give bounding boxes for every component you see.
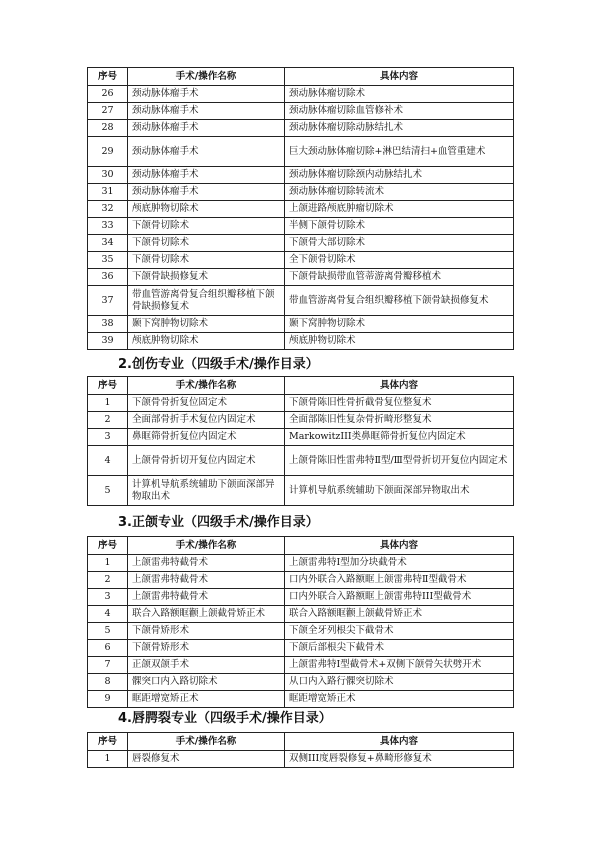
row-procedure-detail: 下颌后部根尖下截骨术 [285,640,514,657]
row-number: 29 [88,137,128,167]
row-procedure-detail: 颞下窝肿物切除术 [285,316,514,333]
row-number: 38 [88,316,128,333]
row-number: 1 [88,751,128,768]
row-procedure-name: 颈动脉体瘤手术 [128,167,285,184]
row-procedure-detail: 计算机导航系统辅助下颌面深部异物取出术 [285,476,514,506]
row-procedure-name: 鼻眶筛骨折复位内固定术 [128,429,285,446]
row-procedure-name: 下颌骨骨折复位固定术 [128,395,285,412]
header-name: 手术/操作名称 [128,377,285,395]
header-detail: 具体内容 [285,377,514,395]
row-procedure-name: 上颌雷弗特截骨术 [128,589,285,606]
row-procedure-name: 颅底肿物切除术 [128,201,285,218]
section-title-orthognathic: 3.正颌专业（四级手术/操作目录） [118,515,319,530]
table-row [88,412,514,429]
row-procedure-detail: 上颌进路颅底肿瘤切除术 [285,201,514,218]
header-num: 序号 [88,537,128,555]
table-cleft [87,732,514,768]
row-procedure-detail: 上颌骨陈旧性雷弗特Ⅱ型/Ⅲ型骨折切开复位内固定术 [285,446,514,476]
section-title-cleft: 4.唇腭裂专业（四级手术/操作目录） [118,711,332,726]
row-procedure-name: 上颌雷弗特截骨术 [128,572,285,589]
table-row [88,691,514,708]
table-trauma [87,376,514,506]
row-number: 1 [88,555,128,572]
row-number: 3 [88,429,128,446]
row-procedure-name: 颞下窝肿物切除术 [128,316,285,333]
section-title-trauma: 2.创伤专业（四级手术/操作目录） [118,357,319,372]
row-procedure-detail: 颈动脉体瘤切除血管修补术 [285,103,514,120]
table-row [88,167,514,184]
row-procedure-detail: 带血管游离骨复合组织瓣移植下颌骨缺损修复术 [285,286,514,316]
table-row [88,606,514,623]
row-procedure-detail: 下颌骨缺损带血管蒂游离骨瓣移植术 [285,269,514,286]
header-detail: 具体内容 [285,68,514,86]
row-number: 35 [88,252,128,269]
row-procedure-detail: 从口内入路行髁突切除术 [285,674,514,691]
row-number: 39 [88,333,128,350]
row-procedure-detail: 全面部陈旧性复杂骨折畸形整复术 [285,412,514,429]
table-row [88,476,514,506]
row-number: 37 [88,286,128,316]
table-row [88,589,514,606]
row-procedure-detail: 巨大颈动脉体瘤切除+淋巴结清扫+血管重建术 [285,137,514,167]
row-number: 4 [88,446,128,476]
row-number: 8 [88,674,128,691]
table-header-row [88,68,514,86]
row-procedure-name: 下颌骨矫形术 [128,623,285,640]
row-number: 5 [88,476,128,506]
row-procedure-name: 下颌骨切除术 [128,218,285,235]
header-name: 手术/操作名称 [128,733,285,751]
table-neck-surgery-continued [87,67,514,350]
row-procedure-name: 正颌双颌手术 [128,657,285,674]
row-number: 26 [88,86,128,103]
table-row [88,86,514,103]
row-number: 32 [88,201,128,218]
header-detail: 具体内容 [285,733,514,751]
row-procedure-name: 带血管游离骨复合组织瓣移植下颌骨缺损修复术 [128,286,285,316]
row-procedure-detail: 眶距增宽矫正术 [285,691,514,708]
row-number: 9 [88,691,128,708]
table-row [88,201,514,218]
table-row [88,395,514,412]
table-row [88,316,514,333]
table-row [88,252,514,269]
header-num: 序号 [88,733,128,751]
table-orthognathic [87,536,514,708]
table-row [88,333,514,350]
row-number: 1 [88,395,128,412]
row-number: 6 [88,640,128,657]
table-row [88,555,514,572]
row-procedure-name: 唇裂修复术 [128,751,285,768]
header-name: 手术/操作名称 [128,537,285,555]
row-procedure-name: 计算机导航系统辅助下颌面深部异物取出术 [128,476,285,506]
table-row [88,572,514,589]
row-procedure-detail: 颈动脉体瘤切除转流术 [285,184,514,201]
table-row [88,120,514,137]
row-procedure-detail: 上颌雷弗特Ⅰ型加分块截骨术 [285,555,514,572]
table-row [88,137,514,167]
row-procedure-detail: 下颌骨陈旧性骨折截骨复位整复术 [285,395,514,412]
row-procedure-detail: 下颌骨大部切除术 [285,235,514,252]
row-procedure-detail: 联合入路额眶颧上颌截骨矫正术 [285,606,514,623]
row-number: 31 [88,184,128,201]
row-number: 4 [88,606,128,623]
row-procedure-detail: 上颌雷弗特Ⅰ型截骨术+双侧下颌骨矢状劈开术 [285,657,514,674]
row-procedure-detail: 双侧III度唇裂修复+鼻畸形修复术 [285,751,514,768]
row-procedure-name: 颅底肿物切除术 [128,333,285,350]
row-number: 2 [88,412,128,429]
row-procedure-name: 联合入路额眶颧上颌截骨矫正术 [128,606,285,623]
header-detail: 具体内容 [285,537,514,555]
table-header-row [88,377,514,395]
row-procedure-name: 上颌雷弗特截骨术 [128,555,285,572]
table-row [88,235,514,252]
row-procedure-detail: 口内外联合入路额眶上颌雷弗特Ⅱ型截骨术 [285,572,514,589]
row-procedure-name: 下颌骨矫形术 [128,640,285,657]
row-procedure-name: 颈动脉体瘤手术 [128,137,285,167]
table-row [88,286,514,316]
row-procedure-detail: 颈动脉体瘤切除动脉结扎术 [285,120,514,137]
row-procedure-name: 髁突口内入路切除术 [128,674,285,691]
table-row [88,218,514,235]
table-row [88,429,514,446]
row-procedure-name: 全面部骨折手术复位内固定术 [128,412,285,429]
row-procedure-detail: 全下颌骨切除术 [285,252,514,269]
row-procedure-name: 颈动脉体瘤手术 [128,184,285,201]
header-num: 序号 [88,68,128,86]
row-number: 2 [88,572,128,589]
row-procedure-detail: 口内外联合入路额眶上颌雷弗特III型截骨术 [285,589,514,606]
row-procedure-name: 颈动脉体瘤手术 [128,103,285,120]
row-procedure-name: 下颌骨切除术 [128,235,285,252]
row-procedure-name: 下颌骨切除术 [128,252,285,269]
table-row [88,674,514,691]
row-number: 34 [88,235,128,252]
row-number: 3 [88,589,128,606]
table-row [88,640,514,657]
table-row [88,751,514,768]
row-procedure-detail: 颈动脉体瘤切除术 [285,86,514,103]
header-num: 序号 [88,377,128,395]
row-procedure-detail: MarkowitzIII类鼻眶筛骨折复位内固定术 [285,429,514,446]
row-number: 36 [88,269,128,286]
row-procedure-detail: 半侧下颌骨切除术 [285,218,514,235]
row-procedure-detail: 颅底肿物切除术 [285,333,514,350]
header-name: 手术/操作名称 [128,68,285,86]
row-procedure-detail: 下颌全牙列根尖下截骨术 [285,623,514,640]
row-number: 28 [88,120,128,137]
row-number: 7 [88,657,128,674]
row-number: 33 [88,218,128,235]
table-row [88,446,514,476]
row-procedure-name: 颈动脉体瘤手术 [128,120,285,137]
row-number: 5 [88,623,128,640]
table-row [88,269,514,286]
table-header-row [88,733,514,751]
table-row [88,103,514,120]
table-row [88,623,514,640]
row-procedure-name: 颈动脉体瘤手术 [128,86,285,103]
row-procedure-name: 下颌骨缺损修复术 [128,269,285,286]
table-row [88,184,514,201]
row-procedure-name: 眶距增宽矫正术 [128,691,285,708]
row-number: 30 [88,167,128,184]
row-procedure-name: 上颌骨骨折切开复位内固定术 [128,446,285,476]
row-number: 27 [88,103,128,120]
table-row [88,657,514,674]
row-procedure-detail: 颈动脉体瘤切除颈内动脉结扎术 [285,167,514,184]
table-header-row [88,537,514,555]
